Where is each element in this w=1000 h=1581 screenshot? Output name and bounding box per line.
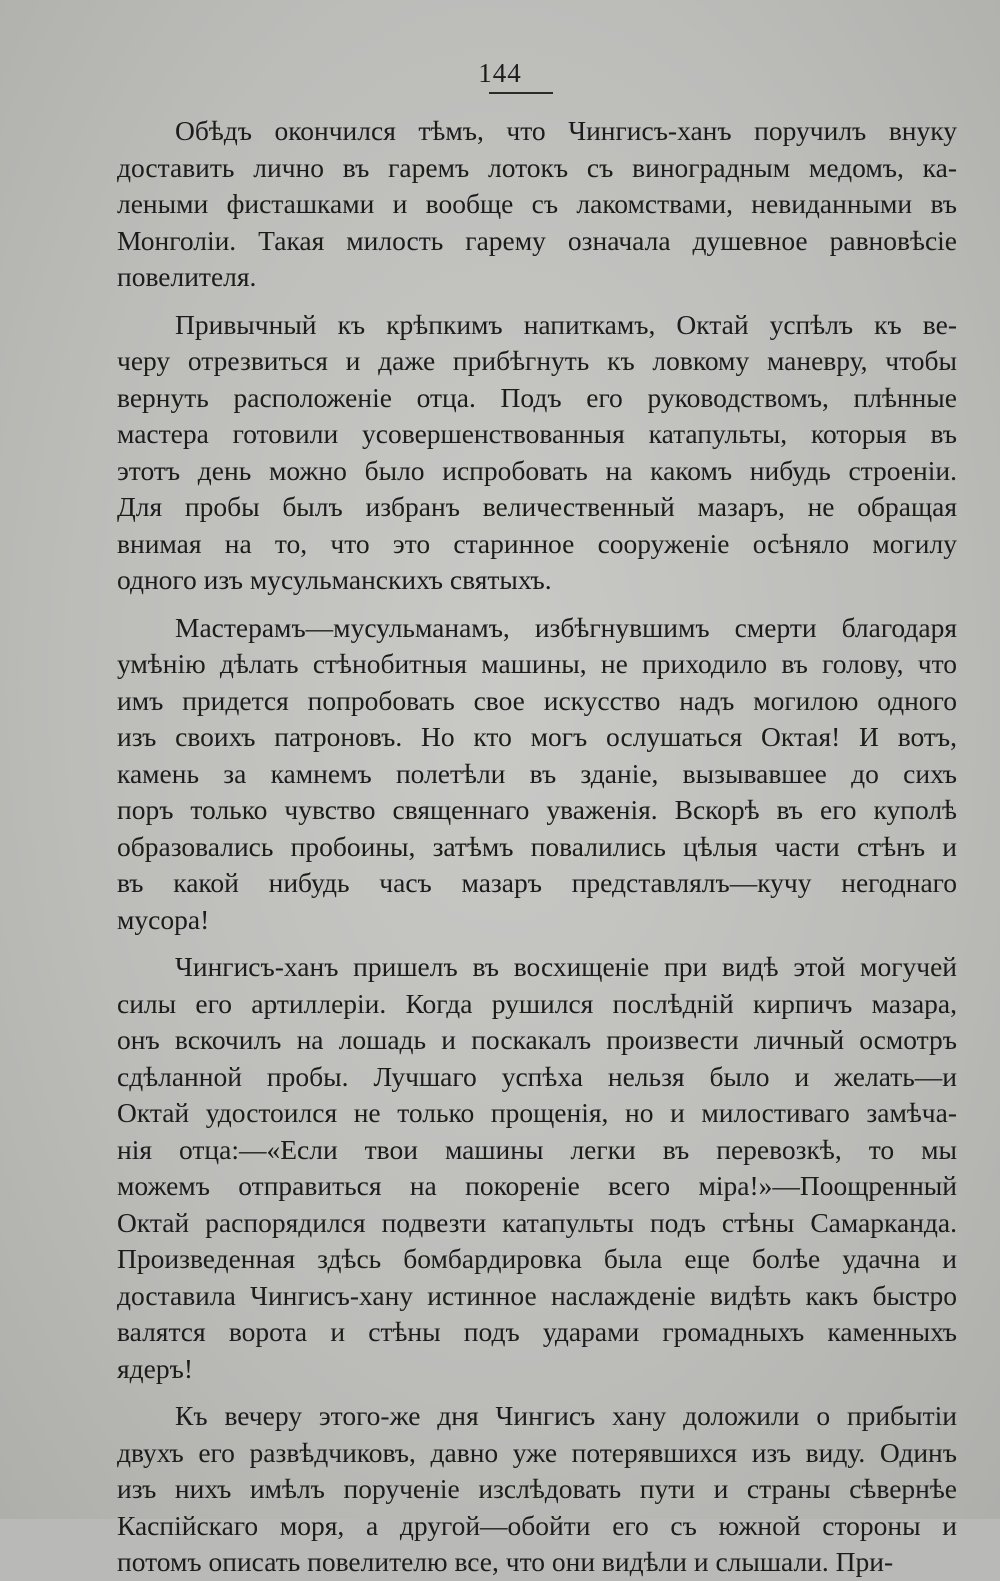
- text-line: можемъ отправиться на покореніе всего міра!»—Поощренный: [117, 1170, 957, 1201]
- text-line: образовались пробоины, затѣмъ повалились цѣлыя части стѣнъ и: [117, 830, 957, 862]
- paragraph-gap: [117, 296, 957, 307]
- text-line: сдѣланной пробы. Лучшаго успѣха нельзя было и желать—и: [117, 1060, 957, 1092]
- text-line: изъ нихъ имѣлъ порученіе изслѣдовать пути и страны сѣвернѣе: [117, 1473, 957, 1504]
- text-line: потомъ описать повелителю все, что они видѣли и слышали. При-: [117, 1546, 894, 1577]
- paragraph-gap: [117, 1387, 957, 1398]
- text-line: Привычный къ крѣпкимъ напиткамъ, Октай успѣлъ къ ве-: [175, 308, 957, 340]
- paragraph-gap: [117, 599, 957, 610]
- page-number: 144: [478, 58, 522, 88]
- text-line: этотъ день можно было испробовать на какомъ нибудь строеніи.: [117, 454, 957, 486]
- text-line: ядеръ!: [117, 1352, 193, 1384]
- text-line: изъ своихъ патроновъ. Но кто могъ ослушаться Октая! И вотъ,: [117, 721, 957, 752]
- text-line: нія отца:—«Если твои машины легки въ перевозкѣ, то мы: [117, 1133, 957, 1165]
- text-line: черу отрезвиться и даже прибѣгнуть къ ловкому маневру, чтобы: [117, 345, 957, 376]
- text-line: камень за камнемъ полетѣли въ зданіе, вызывавшее до сихъ: [117, 757, 957, 789]
- text-line: Чингисъ-ханъ пришелъ въ восхищеніе при видѣ этой могучей: [175, 951, 957, 982]
- text-line: поръ только чувство священнаго уваженія. Вскорѣ въ его куполѣ: [117, 794, 957, 825]
- text-line: доставила Чингисъ-хану истинное наслажденіе видѣть какъ быстро: [117, 1279, 957, 1311]
- text-line: Каспійскаго моря, а другой—обойти его съ южной стороны и: [117, 1509, 957, 1541]
- text-line: Мастерамъ—мусульманамъ, избѣгнувшимъ смерти благодаря: [175, 611, 957, 643]
- text-line: мусора!: [117, 903, 210, 935]
- text-line: валятся ворота и стѣны подъ ударами громадныхъ каменныхъ: [117, 1316, 957, 1347]
- paragraph: [117, 307, 957, 599]
- paragraph: [117, 610, 957, 939]
- page-number-rule: [489, 92, 553, 94]
- paragraph: [117, 1398, 957, 1581]
- text-line: Произведенная здѣсь бомбардировка была еще болѣе удачна и: [117, 1243, 957, 1274]
- text-line: одного изъ мусульманскихъ святыхъ.: [117, 564, 552, 595]
- text-line: двухъ его развѣдчиковъ, давно уже потерявшихся изъ виду. Одинъ: [117, 1436, 957, 1468]
- text-line: леными фисташками и вообще съ лакомствами, невиданными въ: [117, 188, 957, 219]
- text-line: вернуть расположеніе отца. Подъ его руководствомъ, плѣнные: [117, 381, 957, 413]
- text-line: умѣнію дѣлать стѣнобитныя машины, не приходило въ голову, что: [117, 648, 957, 679]
- text-line: Октай распорядился подвезти катапульты подъ стѣны Самарканда.: [117, 1206, 957, 1238]
- paragraph: [117, 949, 957, 1387]
- body-text: [117, 113, 957, 1581]
- text-line: Октай удостоился не только прощенія, но и милостиваго замѣча-: [117, 1097, 957, 1128]
- text-line: имъ придется попробовать свое искусство надъ могилою одного: [117, 684, 957, 716]
- text-line: силы его артиллеріи. Когда рушился послѣдній кирпичъ мазара,: [117, 987, 957, 1019]
- text-line: онъ вскочилъ на лошадь и поскакалъ произвести личный осмотръ: [117, 1024, 957, 1055]
- text-line: внимая на то, что это старинное сооруженіе осѣняло могилу: [117, 527, 957, 559]
- text-line: Для пробы былъ избранъ величественный мазаръ, не обращая: [117, 491, 957, 522]
- paragraph-gap: [117, 938, 957, 949]
- text-line: мастера готовили усовершенствованныя катапульты, которыя въ: [117, 418, 957, 449]
- text-line: повелителя.: [117, 261, 257, 292]
- text-line: Къ вечеру этого-же дня Чингисъ хану доложили о прибытіи: [175, 1400, 957, 1431]
- paragraph: [117, 113, 957, 296]
- text-line: доставить лично въ гаремъ лотокъ съ виноградным медомъ, ка-: [117, 151, 957, 183]
- text-line: Монголіи. Такая милость гарему означала душевное равновѣсіе: [117, 224, 957, 256]
- text-line: въ какой нибудь часъ мазаръ представлялъ—кучу негоднаго: [117, 867, 957, 898]
- text-line: Обѣдъ окончился тѣмъ, что Чингисъ-ханъ поручилъ внуку: [175, 115, 957, 146]
